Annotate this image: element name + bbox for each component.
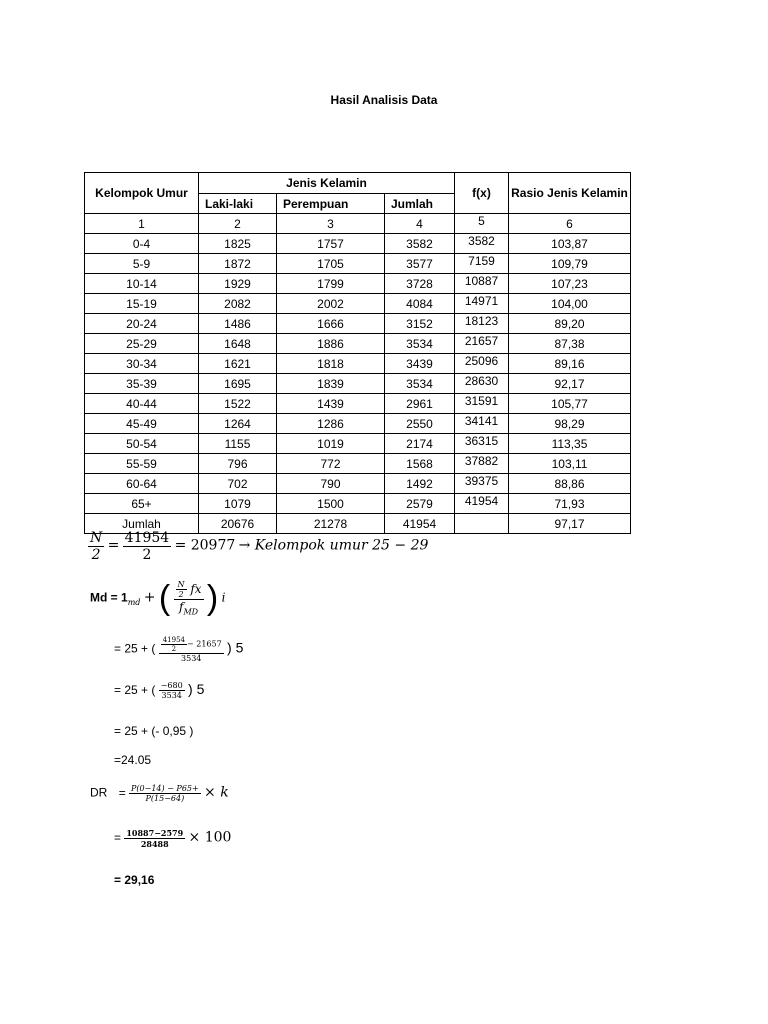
table-cell: 2002 <box>277 294 385 314</box>
total-cell: 97,17 <box>509 514 631 534</box>
table-cell: 1818 <box>277 354 385 374</box>
table-cell: 2174 <box>385 434 455 454</box>
age-group-cell: 50-54 <box>85 434 199 454</box>
table-cell: 3439 <box>385 354 455 374</box>
table-cell: 89,20 <box>509 314 631 334</box>
table-row <box>85 354 631 374</box>
age-group-cell: 0-4 <box>85 234 199 254</box>
table-cell: 1799 <box>277 274 385 294</box>
column-number-row <box>85 214 631 234</box>
table-cell: 31591 <box>455 394 509 414</box>
table-cell: 3152 <box>385 314 455 334</box>
table-cell: 98,29 <box>509 414 631 434</box>
header-kelompok-umur: Kelompok Umur <box>85 173 199 214</box>
table-cell: 1079 <box>199 494 277 514</box>
table-cell: 10887 <box>455 274 509 294</box>
age-group-cell: 25-29 <box>85 334 199 354</box>
dr-step-1: = $\frac{10887-2579}{28488}$ × 100 <box>114 828 232 849</box>
table-cell: 107,23 <box>509 274 631 294</box>
table-cell: 88,86 <box>509 474 631 494</box>
age-group-cell: 45-49 <box>85 414 199 434</box>
table-cell: 1839 <box>277 374 385 394</box>
age-group-cell: 55-59 <box>85 454 199 474</box>
table-cell: 1929 <box>199 274 277 294</box>
table-row <box>85 254 631 274</box>
table-cell: 2550 <box>385 414 455 434</box>
age-group-cell: 5-9 <box>85 254 199 274</box>
table-cell: 1825 <box>199 234 277 254</box>
dr-definition: DR = $\frac{P(0-14) - P65+}{P(15-64)}$ × k <box>90 784 229 803</box>
table-row <box>85 494 631 514</box>
table-cell: 1705 <box>277 254 385 274</box>
col-number: 5 <box>455 214 509 234</box>
age-group-cell: 35-39 <box>85 374 199 394</box>
data-table <box>84 172 631 534</box>
total-cell <box>455 514 509 534</box>
total-label: Jumlah <box>85 514 199 534</box>
table-cell: 1648 <box>199 334 277 354</box>
md-definition: $Md = 1_{md}$ + ( $\frac{N}{2}$ fx $f_{MD}$ ) i <box>90 579 226 618</box>
table-cell: 4084 <box>385 294 455 314</box>
header-laki-laki: Laki-laki <box>199 194 277 214</box>
fraction: $\frac{P(0-14) - P65+}{P(15-64)}$ <box>131 784 199 803</box>
table-cell: 796 <box>199 454 277 474</box>
table-cell: 3582 <box>455 234 509 254</box>
table-cell: 1695 <box>199 374 277 394</box>
col-number: 1 <box>85 214 199 234</box>
table-cell: 1872 <box>199 254 277 274</box>
median-class-formula: $\frac{N}{2}$ = $\frac{41954}{2}$ = 20977 → Kelompok umur 25 − 29 <box>90 530 429 563</box>
header-fx: f(x) <box>455 173 509 214</box>
table-cell: 1155 <box>199 434 277 454</box>
fraction: $\frac{41954}{2}$ − 21657 3534 <box>159 636 224 663</box>
table-row <box>85 294 631 314</box>
table-cell: 3582 <box>385 234 455 254</box>
total-cell: 41954 <box>385 514 455 534</box>
col-number: 3 <box>277 214 385 234</box>
table-row <box>85 474 631 494</box>
table-row <box>85 334 631 354</box>
table-cell: 87,38 <box>509 334 631 354</box>
table-cell: 103,87 <box>509 234 631 254</box>
col-number: 4 <box>385 214 455 234</box>
page-title: Hasil Analisis Data <box>330 93 438 107</box>
table-cell: 105,77 <box>509 394 631 414</box>
table-cell: 3534 <box>385 334 455 354</box>
table-cell: 36315 <box>455 434 509 454</box>
table-cell: 71,93 <box>509 494 631 514</box>
table-row <box>85 434 631 454</box>
fraction: $\frac{41954}{2}$ <box>124 530 170 563</box>
table-cell: 37882 <box>455 454 509 474</box>
table-cell: 1486 <box>199 314 277 334</box>
header-jenis-kelamin: Jenis Kelamin <box>199 173 455 194</box>
md-step-3: = 25 + (- 0,95 ) <box>114 724 194 738</box>
table-row <box>85 374 631 394</box>
fraction: $\frac{N}{2}$ <box>90 530 103 563</box>
col-number: 6 <box>509 214 631 234</box>
table-row <box>85 414 631 434</box>
table-cell: 89,16 <box>509 354 631 374</box>
header-jumlah: Jumlah <box>385 194 455 214</box>
table-cell: 1886 <box>277 334 385 354</box>
total-cell: 21278 <box>277 514 385 534</box>
table-row <box>85 234 631 254</box>
md-result: =24.05 <box>114 753 152 767</box>
table-cell: 3534 <box>385 374 455 394</box>
table-cell: 39375 <box>455 474 509 494</box>
table-cell: 702 <box>199 474 277 494</box>
table-cell: 1666 <box>277 314 385 334</box>
table-cell: 772 <box>277 454 385 474</box>
table-cell: 34141 <box>455 414 509 434</box>
table-row <box>85 394 631 414</box>
age-group-cell: 15-19 <box>85 294 199 314</box>
table-cell: 1522 <box>199 394 277 414</box>
md-step-2: = 25 + ( $\frac{-680}{3534}$ ) 5 <box>114 681 205 701</box>
table-row <box>85 454 631 474</box>
col-number: 2 <box>199 214 277 234</box>
table-cell: 2082 <box>199 294 277 314</box>
table-cell: 109,79 <box>509 254 631 274</box>
table-row <box>85 274 631 294</box>
age-group-cell: 10-14 <box>85 274 199 294</box>
fraction: $\frac{-680}{3534}$ <box>160 681 183 701</box>
total-cell: 20676 <box>199 514 277 534</box>
table-cell: 1621 <box>199 354 277 374</box>
fraction: $\frac{10887-2579}{28488}$ <box>126 828 184 849</box>
table-cell: 104,00 <box>509 294 631 314</box>
table-cell: 1286 <box>277 414 385 434</box>
table-cell: 1500 <box>277 494 385 514</box>
table-cell: 7159 <box>455 254 509 274</box>
table-cell: 1019 <box>277 434 385 454</box>
fraction: $\frac{N}{2}$ fx $f_{MD}$ <box>174 580 204 616</box>
table-row <box>85 314 631 334</box>
table-cell: 2579 <box>385 494 455 514</box>
table-cell: 103,11 <box>509 454 631 474</box>
table-cell: 1757 <box>277 234 385 254</box>
md-step-1: = 25 + ( $\frac{41954}{2}$ − 21657 3534 ) 5 <box>114 636 244 663</box>
dr-result: = 29,16 <box>114 873 155 887</box>
age-group-cell: 20-24 <box>85 314 199 334</box>
table-cell: 2961 <box>385 394 455 414</box>
table-cell: 790 <box>277 474 385 494</box>
table-cell: 3577 <box>385 254 455 274</box>
table-cell: 92,17 <box>509 374 631 394</box>
table-cell: 18123 <box>455 314 509 334</box>
table-cell: 3728 <box>385 274 455 294</box>
table-cell: 21657 <box>455 334 509 354</box>
age-group-cell: 30-34 <box>85 354 199 374</box>
table-cell: 14971 <box>455 294 509 314</box>
table-cell: 1492 <box>385 474 455 494</box>
age-group-cell: 40-44 <box>85 394 199 414</box>
table-cell: 1568 <box>385 454 455 474</box>
header-perempuan: Perempuan <box>277 194 385 214</box>
age-group-cell: 60-64 <box>85 474 199 494</box>
header-rasio: Rasio Jenis Kelamin <box>509 173 631 214</box>
table-cell: 28630 <box>455 374 509 394</box>
table-cell: 25096 <box>455 354 509 374</box>
table-cell: 113,35 <box>509 434 631 454</box>
age-group-cell: 65+ <box>85 494 199 514</box>
table-cell: 1264 <box>199 414 277 434</box>
table-cell: 41954 <box>455 494 509 514</box>
table-cell: 1439 <box>277 394 385 414</box>
